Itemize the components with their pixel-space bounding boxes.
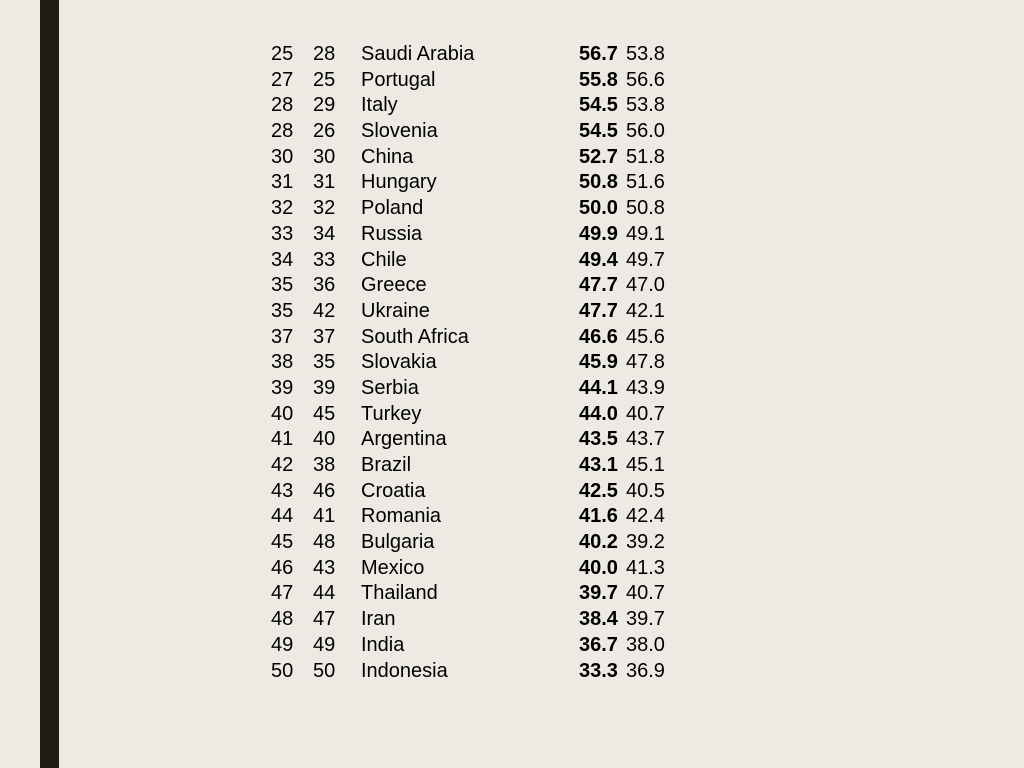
previous-rank-cell: 48 bbox=[313, 531, 336, 554]
table-row bbox=[271, 659, 691, 685]
previous-rank-cell: 47 bbox=[313, 608, 336, 631]
rank-cell: 50 bbox=[271, 659, 294, 682]
score-cell: 45.9 bbox=[579, 351, 618, 374]
previous-rank-cell: 36 bbox=[313, 274, 336, 297]
previous-rank-cell: 32 bbox=[313, 197, 336, 220]
previous-rank-cell: 45 bbox=[313, 402, 336, 425]
country-cell: Mexico bbox=[361, 556, 425, 579]
previous-rank-cell: 35 bbox=[313, 351, 336, 374]
table-row bbox=[271, 581, 691, 607]
rank-cell: 48 bbox=[271, 608, 294, 631]
country-cell: Iran bbox=[361, 608, 396, 631]
table-row bbox=[271, 119, 691, 145]
score-cell: 54.5 bbox=[579, 120, 618, 143]
score-cell: 44.1 bbox=[579, 376, 618, 399]
rank-cell: 39 bbox=[271, 376, 294, 399]
score-cell: 44.0 bbox=[579, 402, 618, 425]
country-cell: Romania bbox=[361, 505, 442, 528]
score-cell: 39.7 bbox=[579, 582, 618, 605]
score-cell: 43.1 bbox=[579, 454, 618, 476]
previous-rank-cell: 37 bbox=[313, 325, 336, 348]
previous-score-cell: 47.8 bbox=[626, 351, 665, 374]
rank-cell: 31 bbox=[271, 171, 294, 194]
country-cell: Portugal bbox=[361, 68, 436, 91]
score-cell: 33.3 bbox=[579, 659, 618, 682]
table-row bbox=[271, 196, 691, 222]
rank-cell: 34 bbox=[271, 248, 294, 271]
country-cell: Serbia bbox=[361, 376, 419, 399]
score-cell: 49.9 bbox=[579, 222, 618, 245]
ranking-table bbox=[271, 42, 691, 684]
country-cell: Poland bbox=[361, 197, 424, 220]
score-cell: 40.0 bbox=[579, 556, 618, 579]
previous-score-cell: 40.5 bbox=[626, 479, 665, 502]
rank-cell: 46 bbox=[271, 556, 294, 579]
country-cell: Italy bbox=[361, 94, 398, 117]
rank-cell: 47 bbox=[271, 582, 294, 605]
rank-cell: 44 bbox=[271, 505, 294, 528]
score-cell: 47.7 bbox=[579, 274, 618, 297]
previous-score-cell: 39.2 bbox=[626, 531, 665, 554]
score-cell: 42.5 bbox=[579, 479, 618, 502]
previous-score-cell: 42.4 bbox=[626, 505, 665, 528]
previous-score-cell: 49.1 bbox=[626, 222, 665, 245]
previous-rank-cell: 25 bbox=[313, 68, 336, 91]
table-row bbox=[271, 556, 691, 582]
previous-score-cell: 43.9 bbox=[626, 376, 665, 399]
score-cell: 47.7 bbox=[579, 299, 618, 322]
previous-score-cell: 53.8 bbox=[626, 94, 665, 117]
score-cell: 36.7 bbox=[579, 633, 618, 656]
previous-rank-cell: 49 bbox=[313, 633, 336, 656]
table-row bbox=[271, 145, 691, 171]
country-cell: Greece bbox=[361, 274, 427, 297]
country-cell: Hungary bbox=[361, 171, 437, 194]
previous-rank-cell: 34 bbox=[313, 222, 336, 245]
previous-score-cell: 36.9 bbox=[626, 659, 665, 682]
country-cell: Croatia bbox=[361, 479, 426, 502]
table-row bbox=[271, 68, 691, 94]
country-cell: Russia bbox=[361, 222, 423, 245]
country-cell: Thailand bbox=[361, 582, 438, 605]
previous-rank-cell: 40 bbox=[313, 428, 336, 451]
rank-cell: 38 bbox=[271, 351, 294, 374]
previous-score-cell: 45.1 bbox=[626, 454, 665, 476]
table-row bbox=[271, 248, 691, 274]
previous-score-cell: 40.7 bbox=[626, 402, 665, 425]
previous-score-cell: 39.7 bbox=[626, 608, 665, 631]
rank-cell: 41 bbox=[271, 428, 294, 451]
table-row bbox=[271, 504, 691, 530]
table-row bbox=[271, 427, 691, 453]
score-cell: 54.5 bbox=[579, 94, 618, 117]
score-cell: 52.7 bbox=[579, 145, 618, 168]
country-cell: South Africa bbox=[361, 325, 469, 348]
table-row bbox=[271, 453, 691, 479]
rank-cell: 27 bbox=[271, 68, 294, 91]
table-row bbox=[271, 170, 691, 196]
country-cell: Slovenia bbox=[361, 120, 438, 143]
previous-score-cell: 42.1 bbox=[626, 299, 665, 322]
previous-score-cell: 56.6 bbox=[626, 68, 665, 91]
score-cell: 50.0 bbox=[579, 197, 618, 220]
table-row bbox=[271, 607, 691, 633]
previous-score-cell: 38.0 bbox=[626, 633, 665, 656]
rank-cell: 28 bbox=[271, 94, 294, 117]
country-cell: Bulgaria bbox=[361, 531, 435, 554]
score-cell: 55.8 bbox=[579, 68, 618, 91]
table-row bbox=[271, 350, 691, 376]
table-row bbox=[271, 376, 691, 402]
previous-score-cell: 40.7 bbox=[626, 582, 665, 605]
previous-rank-cell: 50 bbox=[313, 659, 336, 682]
table-row bbox=[271, 325, 691, 351]
country-cell: Ukraine bbox=[361, 299, 430, 322]
rank-cell: 30 bbox=[271, 145, 294, 168]
previous-score-cell: 47.0 bbox=[626, 274, 665, 297]
table-row bbox=[271, 299, 691, 325]
rank-cell: 42 bbox=[271, 454, 294, 476]
previous-rank-cell: 38 bbox=[313, 454, 336, 476]
previous-score-cell: 50.8 bbox=[626, 197, 665, 220]
previous-rank-cell: 33 bbox=[313, 248, 336, 271]
previous-score-cell: 41.3 bbox=[626, 556, 665, 579]
rank-cell: 40 bbox=[271, 402, 294, 425]
table-row bbox=[271, 633, 691, 659]
table-row bbox=[271, 402, 691, 428]
country-cell: Chile bbox=[361, 248, 407, 271]
rank-cell: 49 bbox=[271, 633, 294, 656]
score-cell: 49.4 bbox=[579, 248, 618, 271]
previous-score-cell: 49.7 bbox=[626, 248, 665, 271]
score-cell: 40.2 bbox=[579, 531, 618, 554]
previous-score-cell: 53.8 bbox=[626, 43, 665, 65]
table-row bbox=[271, 42, 691, 68]
previous-rank-cell: 44 bbox=[313, 582, 336, 605]
rank-cell: 33 bbox=[271, 222, 294, 245]
country-cell: Brazil bbox=[361, 454, 412, 476]
previous-rank-cell: 39 bbox=[313, 376, 336, 399]
previous-rank-cell: 26 bbox=[313, 120, 336, 143]
table-row bbox=[271, 530, 691, 556]
previous-rank-cell: 41 bbox=[313, 505, 336, 528]
rank-cell: 43 bbox=[271, 479, 294, 502]
rank-cell: 37 bbox=[271, 325, 294, 348]
country-cell: Indonesia bbox=[361, 659, 448, 682]
score-cell: 43.5 bbox=[579, 428, 618, 451]
score-cell: 41.6 bbox=[579, 505, 618, 528]
previous-score-cell: 45.6 bbox=[626, 325, 665, 348]
previous-rank-cell: 42 bbox=[313, 299, 336, 322]
country-cell: Slovakia bbox=[361, 351, 437, 374]
country-cell: India bbox=[361, 633, 405, 656]
table-row bbox=[271, 273, 691, 299]
previous-score-cell: 51.8 bbox=[626, 145, 665, 168]
table-row bbox=[271, 93, 691, 119]
previous-score-cell: 43.7 bbox=[626, 428, 665, 451]
rank-cell: 32 bbox=[271, 197, 294, 220]
previous-rank-cell: 43 bbox=[313, 556, 336, 579]
previous-score-cell: 51.6 bbox=[626, 171, 665, 194]
score-cell: 38.4 bbox=[579, 608, 618, 631]
table-row bbox=[271, 222, 691, 248]
table-row bbox=[271, 479, 691, 505]
rank-cell: 45 bbox=[271, 531, 294, 554]
rank-cell: 35 bbox=[271, 274, 294, 297]
rank-cell: 35 bbox=[271, 299, 294, 322]
country-cell: Turkey bbox=[361, 402, 422, 425]
score-cell: 46.6 bbox=[579, 325, 618, 348]
previous-rank-cell: 28 bbox=[313, 43, 336, 65]
rank-cell: 28 bbox=[271, 120, 294, 143]
score-cell: 56.7 bbox=[579, 43, 618, 65]
decorative-side-bar bbox=[40, 0, 59, 768]
country-cell: China bbox=[361, 145, 414, 168]
previous-score-cell: 56.0 bbox=[626, 120, 665, 143]
country-cell: Saudi Arabia bbox=[361, 43, 475, 65]
previous-rank-cell: 30 bbox=[313, 145, 336, 168]
previous-rank-cell: 31 bbox=[313, 171, 336, 194]
country-cell: Argentina bbox=[361, 428, 447, 451]
previous-rank-cell: 29 bbox=[313, 94, 336, 117]
previous-rank-cell: 46 bbox=[313, 479, 336, 502]
score-cell: 50.8 bbox=[579, 171, 618, 194]
rank-cell: 25 bbox=[271, 43, 294, 65]
